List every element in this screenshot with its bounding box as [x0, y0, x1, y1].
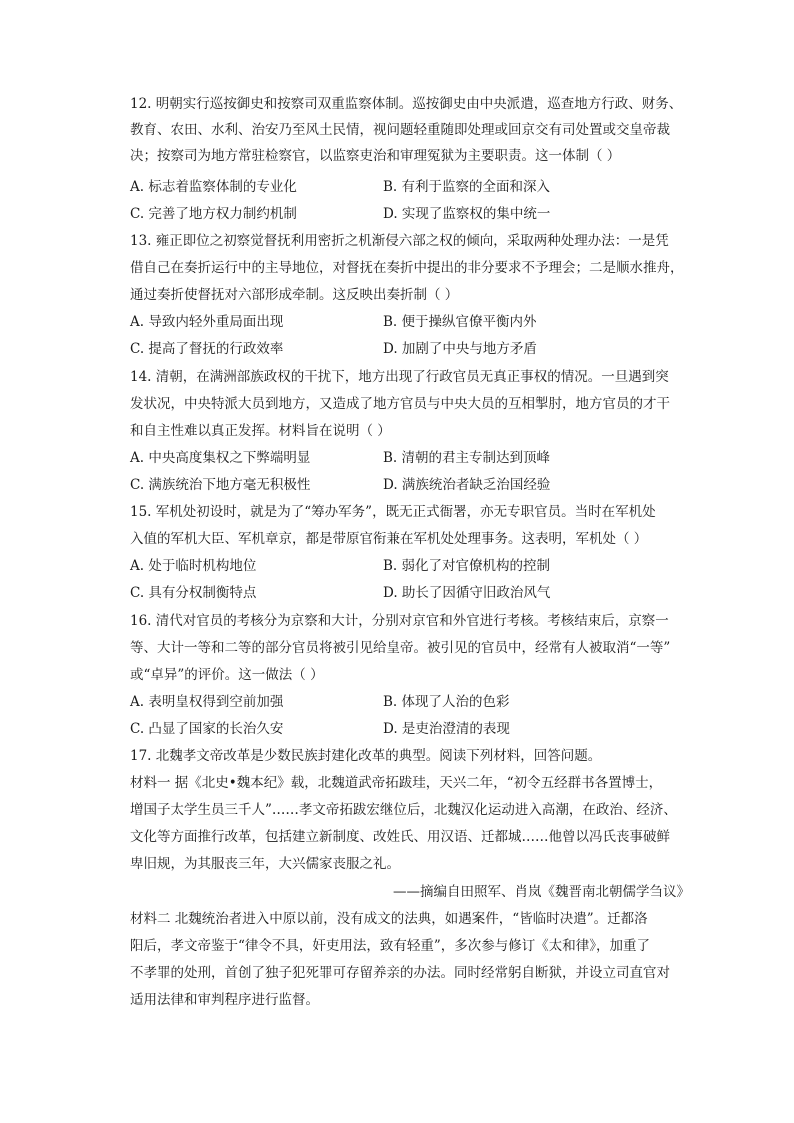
q15-option-b[interactable]: B. 弱化了对官僚机构的控制	[383, 558, 551, 574]
q14-option-b[interactable]: B. 清朝的君主专制达到顶峰	[383, 450, 551, 466]
q14-text-line-1: 14. 清朝，在满洲部族政权的干扰下，地方出现了行政官员无真正事权的情况。一旦遇到突	[130, 369, 669, 385]
q14-option-a[interactable]: A. 中央高度集权之下弊端明显	[130, 450, 311, 466]
q17-material1-source: ——摘编自田照军、肖岚《魏晋南北朝儒学刍议》	[393, 884, 690, 900]
q17-material1-line-4: 卑旧规，为其服丧三年，大兴儒家丧服之礼。	[130, 856, 400, 872]
q17-material1-line-1: 材料一 据《北史•魏本纪》载，北魏道武帝拓跋珪，天兴二年，“初令五经群书各置博士，	[130, 775, 663, 791]
q15-option-a[interactable]: A. 处于临时机构地位	[130, 558, 257, 574]
q17-material1-line-2: 增国子太学生员三千人”……孝文帝拓跋宏继位后，北魏汉化运动进入高潮，在政治、经济、	[130, 802, 677, 818]
q14-text-line-2: 发状况，中央特派大员到地方，又造成了地方官员与中央大员的互相掣肘，地方官员的才干	[130, 396, 670, 412]
q13-option-a[interactable]: A. 导致内轻外重局面出现	[130, 314, 284, 330]
q13-text-line-3: 通过奏折使督抚对六部形成牵制。这反映出奏折制（ ）	[130, 287, 459, 303]
q14-option-c[interactable]: C. 满族统治下地方毫无积极性	[130, 477, 311, 493]
q15-text-line-1: 15. 军机处初设时，就是为了“筹办军务”，既无正式衙署，亦无专职官员。当时在军机处	[130, 504, 656, 520]
q16-option-b[interactable]: B. 体现了人治的色彩	[383, 694, 510, 710]
q13-text-line-1: 13. 雍正即位之初察觉督抚利用密折之机渐侵六部之权的倾向，采取两种处理办法：一是凭	[130, 233, 669, 249]
q17-material2-line-4: 适用法律和审判程序进行监督。	[130, 992, 319, 1008]
q13-option-c[interactable]: C. 提高了督抚的行政效率	[130, 341, 284, 357]
q16-option-d[interactable]: D. 是吏治澄清的表现	[383, 721, 510, 737]
q12-text-line-1: 12. 明朝实行巡按御史和按察司双重监察体制。巡按御史由中央派遣，巡查地方行政、财务、	[130, 96, 683, 112]
q14-option-d[interactable]: D. 满族统治者缺乏治国经验	[383, 477, 551, 493]
q17-material1-line-3: 文化等方面推行改革，包括建立新制度、改姓氏、用汉语、迁都城……他曾以冯氏丧事破鲜	[130, 829, 670, 845]
q12-option-b[interactable]: B. 有利于监察的全面和深入	[383, 179, 551, 195]
q15-option-d[interactable]: D. 助长了因循守旧政治风气	[383, 585, 551, 601]
q13-option-d[interactable]: D. 加剧了中央与地方矛盾	[383, 341, 537, 357]
q12-text-line-3: 决；按察司为地方常驻检察官，以监察吏治和审理冤狱为主要职责。这一体制（ ）	[130, 148, 621, 164]
q17-material2-line-3: 不孝罪的处刑，首创了独子犯死罪可存留养亲的办法。同时经常躬自断狱，并设立司直官对	[130, 965, 670, 981]
q17-material2-line-1: 材料二 北魏统治者进入中原以前，没有成文的法典，如遇案件，“皆临时决遣”。迁都洛	[130, 911, 648, 927]
q15-text-line-2: 入值的军机大臣、军机章京，都是带原官衔兼在军机处处理事务。这表明，军机处（ ）	[130, 531, 648, 547]
q12-option-a[interactable]: A. 标志着监察体制的专业化	[130, 179, 297, 195]
q13-text-line-2: 借自己在奏折运行中的主导地位，对督抚在奏折中提出的非分要求不予理会；二是顺水推舟，	[130, 260, 684, 276]
q13-option-b[interactable]: B. 便于操纵官僚平衡内外	[383, 314, 537, 330]
q15-option-c[interactable]: C. 具有分权制衡特点	[130, 585, 257, 601]
q12-text-line-2: 教育、农田、水利、治安乃至风土民情，视问题轻重随即处理或回京交有司处置或交皇帝裁	[130, 122, 670, 138]
q14-text-line-3: 和自主性难以真正发挥。材料旨在说明（ ）	[130, 423, 391, 439]
q12-option-d[interactable]: D. 实现了监察权的集中统一	[383, 206, 551, 222]
q16-option-a[interactable]: A. 表明皇权得到空前加强	[130, 694, 284, 710]
q17-material2-line-2: 阳后，孝文帝鉴于“律令不具，奸吏用法，致有轻重”，多次参与修订《太和律》，加重了	[130, 938, 651, 954]
q17-intro: 17. 北魏孝文帝改革是少数民族封建化改革的典型。阅读下列材料，回答问题。	[130, 748, 602, 764]
q12-option-c[interactable]: C. 完善了地方权力制约机制	[130, 206, 297, 222]
q16-text-line-3: 或“卓异”的评价。这一做法（ ）	[130, 667, 324, 683]
q16-text-line-1: 16. 清代对官员的考核分为京察和大计，分别对京官和外官进行考核。考核结束后，京察一	[130, 613, 669, 629]
q16-option-c[interactable]: C. 凸显了国家的长治久安	[130, 721, 284, 737]
q16-text-line-2: 等、大计一等和二等的部分官员将被引见给皇帝。被引见的官员中，经常有人被取消“一等”	[130, 640, 671, 656]
